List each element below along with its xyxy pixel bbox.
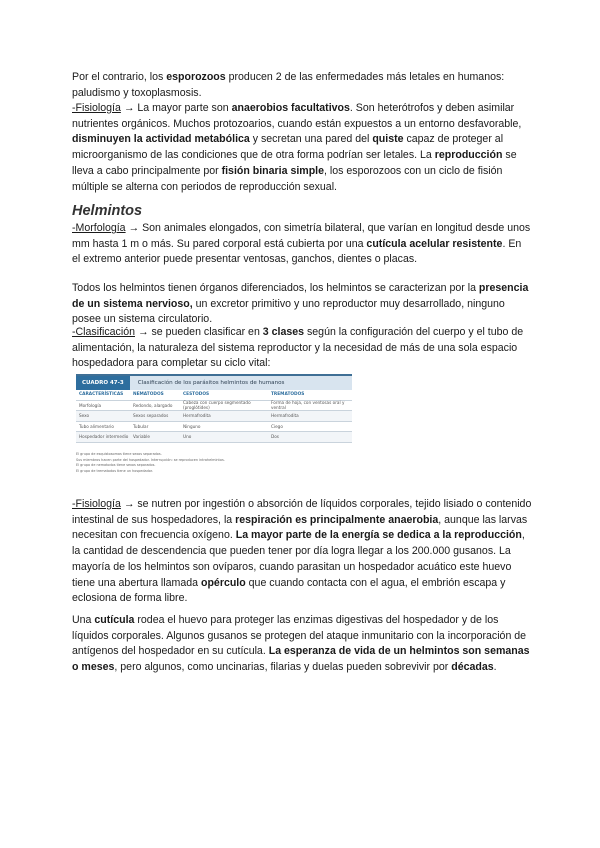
table-cell: Ninguno (183, 423, 201, 429)
text: . (493, 661, 497, 674)
bold-text: disminuyen la actividad metabólica (72, 133, 250, 146)
footnote: El grupo de esquistosomas tiene sexos separados. (76, 452, 162, 456)
text: , los esporozoos con un ciclo de fisión múltiple se alterna con periodos de reproducción sexual. (72, 164, 503, 193)
table-cell: Variable (133, 434, 150, 440)
text: , pero algunos, como uncinarias, filarias y duelas pueden sobrevivir por (114, 661, 452, 674)
bold-text: La mayor parte de la energía se dedica a la reproducción (235, 529, 522, 542)
text: → La mayor parte son (120, 102, 232, 114)
paragraph-esporozoos (72, 70, 532, 101)
table-row (76, 432, 352, 443)
column-header: TREMATODOS (271, 392, 305, 398)
table-header-row (76, 390, 352, 401)
table-cell: Morfología (79, 402, 102, 408)
text: rodea el huevo para proteger las enzimas digestivas del hospedador y de los líquidos corporales. Algunos gusanos se protegen del ataque inmunitario con la incorporación de antígenos del hospedador en su cutícula. (72, 614, 527, 658)
underlined-label: -Fisiología (72, 498, 121, 510)
table-cell: Hermafrodita (271, 413, 299, 419)
column-header: CESTODOS (183, 392, 210, 398)
text: Por el contrario, los (72, 71, 167, 83)
bold-text: cutícula (94, 614, 135, 626)
text: se lleva a cabo principalmente por (72, 149, 517, 177)
table-cell: Tubo alimentario (79, 423, 114, 429)
bold-text: respiración es principalmente anaerobia (235, 513, 439, 526)
table-cell: Redondo, alargado (133, 402, 173, 408)
bold-text: La esperanza de vida de un helmintos son semanas o meses (72, 645, 530, 674)
text: Todos los helmintos tienen órganos diferenciados, los helmintos se caracterizan por la (72, 282, 479, 294)
table-title: Clasificación de los parásitos helmintos de humanos (137, 380, 285, 386)
text: . En el extremo anterior puede presentar ventosas, ganchos, dientes o placas. (72, 237, 522, 266)
section-heading: Helmintos (72, 203, 143, 219)
footnote: El grupo de trematodos tiene un hospedador. (76, 468, 153, 473)
underlined-label: -Fisiología (72, 102, 121, 114)
table-cell: Ciego (271, 423, 283, 429)
text: → se pueden clasificar en (135, 326, 263, 338)
text: que cuando contacta con el agua, el embrión escapa y eclosiona de forma libre. (72, 576, 506, 605)
text: producen 2 de las enfermedades más letales en humanos: paludismo y toxoplasmosis. (72, 71, 505, 99)
text: → se nutren por ingestión o absorción de líquidos corporales, tejido lisiado o contenido intestinal de sus hospedadores, la (72, 498, 532, 526)
table-caption (76, 376, 352, 390)
table-cell: Forma de hoja, con ventosas oral y ventral (271, 400, 345, 411)
text: . Son heterótrofos y deben asimilar nutrientes orgánicos. Muchos protozoarios, cuando están expuestos a un entorno desfavorable, (72, 102, 522, 130)
table-cell: Cabeza con cuerpo segmentado (proglótides) (183, 400, 251, 411)
text: , aunque las larvas necesitan con frecuencia oxígeno. (72, 513, 528, 542)
text: según la configuración del cuerpo y el tubo de alimentación, la naturaleza del sistema reproductor y la necesidad de más de una sola espacio hospedadora para completar su ciclo vital: (72, 326, 524, 370)
helminth-classification-table (76, 374, 352, 443)
text: capaz de proteger al microorganismo de las condiciones que de otra forma podrían ser letales. La (72, 133, 504, 162)
bold-text: quiste (372, 133, 404, 146)
underlined-label: -Morfología (72, 222, 126, 234)
footnote: Sus miembros hacen parte del hospedador. Interrupción: se reproducen intrahelmintos. (76, 457, 225, 462)
table-cell: Tubular (133, 423, 149, 429)
paragraph-organos (72, 281, 532, 328)
text: → Son animales elongados, con simetría bilateral, que varían en longitud desde unos mm hasta 1 m o más. Su pared corporal está cubierta por una (72, 222, 531, 250)
bold-text: reproducción (434, 149, 503, 162)
paragraph-cuticula (72, 613, 532, 676)
table-cell: Hospedador intermedio (79, 434, 129, 440)
table-label: CUADRO 47-3 (76, 376, 130, 390)
text: un excretor primitivo y uno reproductor muy desarrollado, ninguno posee un sistema circulatorio. (72, 297, 505, 326)
table-cell: Sexos separados (133, 413, 169, 419)
paragraph-fisiologia-helmintos (72, 497, 532, 607)
bold-text: cutícula acelular resistente (366, 237, 503, 250)
table-cell: Hermafrodita (183, 413, 211, 419)
paragraph-clasificacion (72, 325, 532, 372)
table-cell: Uno (183, 434, 192, 440)
table-row (76, 411, 352, 422)
bold-text: 3 clases (262, 326, 305, 338)
bold-text: fisión binaria simple (221, 164, 325, 177)
bold-text: esporozoos (166, 71, 226, 83)
column-header: NEMATODOS (133, 392, 164, 398)
table-footnotes (76, 452, 352, 474)
text: Una (72, 614, 95, 626)
footnote: El grupo de nematodos tiene sexos separados. (76, 463, 156, 468)
bold-text: décadas (451, 661, 494, 674)
text: y secretan una pared del (249, 133, 373, 146)
column-header: CARACTERÍSTICAS (79, 392, 124, 398)
bold-text: anaerobios facultativos (231, 102, 350, 114)
underlined-label: -Clasificación (72, 326, 135, 338)
paragraph-fisiologia-protozoos (72, 101, 532, 195)
table-row (76, 422, 352, 433)
table-cell: Sexo (79, 413, 90, 419)
table-row (76, 401, 352, 412)
paragraph-morfologia (72, 221, 532, 268)
bold-text: presencia de un sistema nervioso, (72, 282, 529, 310)
table-cell: Dos (271, 434, 279, 440)
bold-text: opérculo (200, 576, 246, 589)
text: , la cantidad de descendencia que pueden tener por día logra llegar a los 200.000 gusanos. La mayoría de los helmintos son ovíparos, cuando parasitan un hospedador acuático este huevo tiene una abertura llamada (72, 529, 525, 589)
